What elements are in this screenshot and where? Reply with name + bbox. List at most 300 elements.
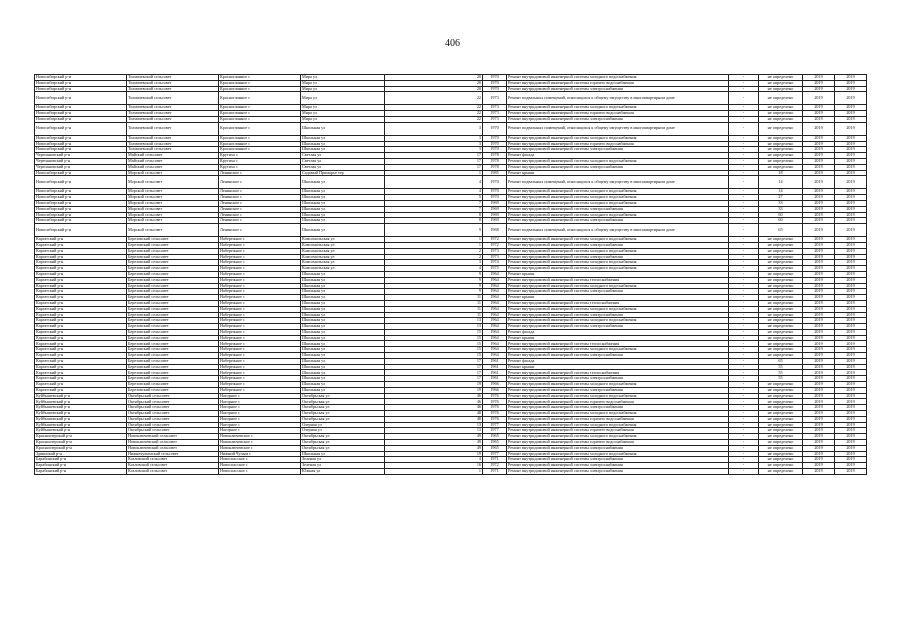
cell-deadline: 65: [759, 224, 803, 237]
cell-settlement-council: Толмачевский сельсовет: [127, 135, 219, 141]
cell-locality: Набережное с: [219, 295, 301, 301]
cell-year: 1975: [483, 266, 507, 272]
cell-locality: Набережное с: [219, 353, 301, 359]
cell-deadline: не определено: [759, 147, 803, 153]
cell-house: 46: [385, 399, 483, 405]
cell-house: 4: [385, 176, 483, 189]
cell-year: 1961: [483, 364, 507, 370]
cell-street: Школьная ул: [301, 176, 385, 189]
cell-work-type: Ремонт внутридомовой инженерной системы холодного водоснабжения: [507, 451, 729, 457]
cell-district: Новосибирский р-н: [35, 206, 127, 212]
cell-year: 1964: [483, 283, 507, 289]
cell-settlement-council: Новоключевский сельсовет: [127, 440, 219, 446]
cell-house: 22: [385, 105, 483, 111]
cell-work-type: Ремонт внутридомовой инженерной системы горячего водоснабжения: [507, 141, 729, 147]
cell-deadline: не определено: [759, 116, 803, 122]
cell-house: 7: [385, 200, 483, 206]
cell-settlement-council: Березовский сельсовет: [127, 289, 219, 295]
cell-end-year: 2019: [835, 237, 867, 243]
cell-settlement-council: Морской сельсовет: [127, 206, 219, 212]
cell-locality: Набережное с: [219, 341, 301, 347]
cell-year: 1977: [483, 451, 507, 457]
cell-house: 3: [385, 135, 483, 141]
cell-deadline: не определено: [759, 248, 803, 254]
cell-start-year: 2019: [803, 158, 835, 164]
cell-deadline: не определено: [759, 260, 803, 266]
cell-cost: -: [729, 135, 759, 141]
cell-start-year: 2019: [803, 116, 835, 122]
cell-year: 1973: [483, 105, 507, 111]
cell-year: 1970: [483, 135, 507, 141]
cell-street: Октябрьская ул: [301, 393, 385, 399]
cell-settlement-council: Новоключевский сельсовет: [127, 434, 219, 440]
cell-start-year: 2019: [803, 135, 835, 141]
cell-street: Школьная ул: [301, 206, 385, 212]
cell-end-year: 2019: [835, 324, 867, 330]
cell-year: 1964: [483, 277, 507, 283]
cell-street: Школьная ул: [301, 147, 385, 153]
cell-house: 49: [385, 440, 483, 446]
cell-locality: Набережное с: [219, 370, 301, 376]
cell-deadline: не определено: [759, 289, 803, 295]
cell-settlement-council: Березовский сельсовет: [127, 387, 219, 393]
cell-house: 15: [385, 329, 483, 335]
cell-start-year: 2019: [803, 212, 835, 218]
cell-start-year: 2019: [803, 428, 835, 434]
cell-street: Школьная ул: [301, 347, 385, 353]
cell-start-year: 2019: [803, 300, 835, 306]
cell-street: Мира ул: [301, 86, 385, 92]
cell-work-type: Ремонт внутридомовой инженерной системы холодного водоснабжения: [507, 393, 729, 399]
cell-deadline: не определено: [759, 329, 803, 335]
cell-deadline: 60: [759, 212, 803, 218]
cell-work-type: Ремонт внутридомовой инженерной системы электроснабжения: [507, 206, 729, 212]
cell-locality: Новоспасское с: [219, 457, 301, 463]
cell-work-type: Ремонт внутридомовой инженерной системы электроснабжения: [507, 242, 729, 248]
cell-end-year: 2019: [835, 370, 867, 376]
cell-settlement-council: Козловский сельсовет: [127, 457, 219, 463]
cell-end-year: 2019: [835, 451, 867, 457]
cell-house: 48: [385, 416, 483, 422]
cell-locality: Красноглинное с: [219, 135, 301, 141]
cell-year: 1964: [483, 341, 507, 347]
cell-district: Каргатский р-н: [35, 283, 127, 289]
cell-year: 1978: [483, 153, 507, 159]
cell-end-year: 2019: [835, 189, 867, 195]
cell-year: 1970: [483, 86, 507, 92]
cell-house: 17: [385, 376, 483, 382]
cell-street: Школьная ул: [301, 318, 385, 324]
cell-end-year: 2019: [835, 335, 867, 341]
cell-house: 8: [385, 212, 483, 218]
cell-year: 1985: [483, 170, 507, 176]
cell-work-type: Ремонт внутридомовой инженерной системы холодного водоснабжения: [507, 411, 729, 417]
cell-year: 1970: [483, 122, 507, 135]
cell-district: Каргатский р-н: [35, 266, 127, 272]
cell-house: 9: [385, 277, 483, 283]
cell-start-year: 2019: [803, 399, 835, 405]
cell-deadline: не определено: [759, 451, 803, 457]
cell-settlement-council: Толмачевский сельсовет: [127, 92, 219, 105]
cell-house: 1: [385, 170, 483, 176]
cell-cost: -: [729, 399, 759, 405]
cell-end-year: 2019: [835, 382, 867, 388]
cell-settlement-council: Морской сельсовет: [127, 176, 219, 189]
cell-end-year: 2019: [835, 364, 867, 370]
cell-cost: -: [729, 463, 759, 469]
cell-house: 20: [385, 75, 483, 81]
cell-start-year: 2019: [803, 411, 835, 417]
cell-end-year: 2019: [835, 445, 867, 451]
cell-deadline: не определено: [759, 335, 803, 341]
cell-year: 1961: [483, 376, 507, 382]
cell-end-year: 2019: [835, 434, 867, 440]
cell-locality: Красноглинное с: [219, 141, 301, 147]
cell-street: Школьная ул: [301, 122, 385, 135]
cell-end-year: 2019: [835, 111, 867, 117]
cell-settlement-council: Березовский сельсовет: [127, 295, 219, 301]
cell-cost: -: [729, 141, 759, 147]
cell-start-year: 2019: [803, 347, 835, 353]
cell-house: 49: [385, 445, 483, 451]
cell-district: Новосибирский р-н: [35, 75, 127, 81]
cell-district: Каргатский р-н: [35, 277, 127, 283]
cell-deadline: не определено: [759, 382, 803, 388]
cell-cost: -: [729, 376, 759, 382]
cell-deadline: 14: [759, 176, 803, 189]
cell-cost: -: [729, 445, 759, 451]
cell-cost: -: [729, 218, 759, 224]
cell-start-year: 2019: [803, 176, 835, 189]
cell-cost: -: [729, 242, 759, 248]
cell-street: Комсомольская ул: [301, 242, 385, 248]
cell-end-year: 2019: [835, 195, 867, 201]
cell-house: 11: [385, 300, 483, 306]
cell-locality: Ленинское с: [219, 218, 301, 224]
cell-settlement-council: Березовский сельсовет: [127, 260, 219, 266]
cell-end-year: 2019: [835, 289, 867, 295]
cell-locality: Нижний Чулым с: [219, 451, 301, 457]
cell-street: Октябрьская ул: [301, 445, 385, 451]
cell-settlement-council: Толмачевский сельсовет: [127, 122, 219, 135]
cell-year: 1972: [483, 242, 507, 248]
cell-deadline: не определено: [759, 75, 803, 81]
cell-district: Новосибирский р-н: [35, 135, 127, 141]
cell-street: Школьная ул: [301, 224, 385, 237]
cell-year: 1977: [483, 428, 507, 434]
cell-locality: Набережное с: [219, 347, 301, 353]
cell-district: Каргатский р-н: [35, 324, 127, 330]
cell-settlement-council: Березовский сельсовет: [127, 300, 219, 306]
cell-street: Мира ул: [301, 75, 385, 81]
cell-deadline: 60: [759, 218, 803, 224]
cell-cost: -: [729, 200, 759, 206]
cell-end-year: 2019: [835, 306, 867, 312]
cell-work-type: Ремонт внутридомовой инженерной системы электроснабжения: [507, 353, 729, 359]
cell-year: 1964: [483, 329, 507, 335]
cell-district: Барабинский р-н: [35, 457, 127, 463]
cell-district: Новосибирский р-н: [35, 189, 127, 195]
cell-settlement-council: Октябрьский сельсовет: [127, 422, 219, 428]
cell-street: Светлая ул: [301, 158, 385, 164]
cell-locality: Набережное с: [219, 364, 301, 370]
cell-end-year: 2019: [835, 266, 867, 272]
cell-start-year: 2019: [803, 353, 835, 359]
cell-start-year: 2019: [803, 189, 835, 195]
cell-settlement-council: Березовский сельсовет: [127, 341, 219, 347]
table-body: [35, 75, 867, 475]
cell-district: Каргатский р-н: [35, 335, 127, 341]
cell-district: Барабинский р-н: [35, 469, 127, 475]
cell-deadline: не определено: [759, 463, 803, 469]
cell-start-year: 2019: [803, 153, 835, 159]
cell-end-year: 2019: [835, 254, 867, 260]
cell-district: Каргатский р-н: [35, 370, 127, 376]
cell-house: 3: [385, 141, 483, 147]
cell-deadline: не определено: [759, 271, 803, 277]
cell-cost: -: [729, 469, 759, 475]
cell-start-year: 2019: [803, 358, 835, 364]
cell-end-year: 2019: [835, 242, 867, 248]
cell-start-year: 2019: [803, 387, 835, 393]
cell-locality: Набережное с: [219, 266, 301, 272]
cell-work-type: Ремонт внутридомовой инженерной системы электроснабжения: [507, 457, 729, 463]
cell-start-year: 2019: [803, 370, 835, 376]
cell-deadline: не определено: [759, 393, 803, 399]
cell-work-type: Ремонт внутридомовой инженерной системы горячего водоснабжения: [507, 440, 729, 446]
cell-start-year: 2019: [803, 445, 835, 451]
cell-year: 1961: [483, 358, 507, 364]
cell-locality: Набережное с: [219, 254, 301, 260]
cell-year: 1970: [483, 141, 507, 147]
cell-year: 1973: [483, 92, 507, 105]
cell-cost: -: [729, 111, 759, 117]
cell-year: 1970: [483, 176, 507, 189]
cell-cost: -: [729, 347, 759, 353]
cell-cost: -: [729, 158, 759, 164]
cell-start-year: 2019: [803, 86, 835, 92]
cell-settlement-council: Толмачевский сельсовет: [127, 116, 219, 122]
cell-work-type: Ремонт внутридомовой инженерной системы электроснабжения: [507, 254, 729, 260]
cell-end-year: 2019: [835, 440, 867, 446]
cell-district: Новосибирский р-н: [35, 212, 127, 218]
table-row: [35, 469, 867, 475]
cell-cost: -: [729, 353, 759, 359]
cell-house: 11: [385, 306, 483, 312]
cell-district: Новосибирский р-н: [35, 176, 127, 189]
cell-district: Новосибирский р-н: [35, 141, 127, 147]
cell-locality: Новоключевское с: [219, 434, 301, 440]
cell-year: 1964: [483, 271, 507, 277]
cell-start-year: 2019: [803, 195, 835, 201]
cell-work-type: Ремонт внутридомовой инженерной системы холодного водоснабжения: [507, 382, 729, 388]
cell-year: 1970: [483, 147, 507, 153]
cell-locality: Набережное с: [219, 318, 301, 324]
cell-year: 1976: [483, 399, 507, 405]
cell-cost: -: [729, 335, 759, 341]
cell-street: Школьная ул: [301, 306, 385, 312]
cell-settlement-council: Толмачевский сельсовет: [127, 75, 219, 81]
cell-end-year: 2019: [835, 212, 867, 218]
cell-cost: -: [729, 393, 759, 399]
cell-end-year: 2019: [835, 422, 867, 428]
cell-end-year: 2019: [835, 376, 867, 382]
cell-settlement-council: Березовский сельсовет: [127, 242, 219, 248]
cell-street: Комсомольская ул: [301, 248, 385, 254]
cell-locality: Новоключевское с: [219, 440, 301, 446]
cell-cost: -: [729, 75, 759, 81]
cell-work-type: Ремонт подвальных помещений, относящихся к общему имуществу в многоквартирном доме: [507, 92, 729, 105]
cell-start-year: 2019: [803, 237, 835, 243]
cell-end-year: 2019: [835, 353, 867, 359]
cell-year: 1970: [483, 75, 507, 81]
cell-locality: Крутиха с: [219, 158, 301, 164]
cell-street: Школьная ул: [301, 335, 385, 341]
cell-house: 4: [385, 457, 483, 463]
cell-locality: Набережное с: [219, 271, 301, 277]
cell-house: 2: [385, 248, 483, 254]
cell-locality: Красноглинное с: [219, 111, 301, 117]
cell-district: Красноозерский р-н: [35, 445, 127, 451]
cell-house: 9: [385, 224, 483, 237]
cell-settlement-council: Октябрьский сельсовет: [127, 405, 219, 411]
cell-cost: -: [729, 300, 759, 306]
cell-settlement-council: Новоключевский сельсовет: [127, 445, 219, 451]
cell-locality: Набережное с: [219, 237, 301, 243]
cell-cost: -: [729, 312, 759, 318]
cell-deadline: 55: [759, 370, 803, 376]
cell-work-type: Ремонт внутридомовой инженерной системы холодного водоснабжения: [507, 283, 729, 289]
cell-street: Школьная ул: [301, 295, 385, 301]
cell-end-year: 2019: [835, 387, 867, 393]
cell-street: Октябрьская ул: [301, 434, 385, 440]
cell-house: 5: [385, 195, 483, 201]
cell-cost: -: [729, 428, 759, 434]
cell-street: Октябрьская ул: [301, 416, 385, 422]
cell-cost: -: [729, 105, 759, 111]
cell-settlement-council: Морской сельсовет: [127, 200, 219, 206]
cell-start-year: 2019: [803, 224, 835, 237]
cell-work-type: Ремонт внутридомовой инженерной системы холодного водоснабжения: [507, 306, 729, 312]
cell-house: 9: [385, 271, 483, 277]
cell-house: 49: [385, 434, 483, 440]
cell-house: 1: [385, 242, 483, 248]
cell-house: 9: [385, 283, 483, 289]
cell-settlement-council: Козловский сельсовет: [127, 469, 219, 475]
cell-deadline: 55: [759, 376, 803, 382]
cell-settlement-council: Майский сельсовет: [127, 164, 219, 170]
cell-house: 17: [385, 370, 483, 376]
cell-street: Озерная ул: [301, 428, 385, 434]
cell-house: 3: [385, 147, 483, 153]
cell-deadline: не определено: [759, 318, 803, 324]
cell-house: 20: [385, 86, 483, 92]
cell-end-year: 2019: [835, 105, 867, 111]
cell-house: 17: [385, 153, 483, 159]
cell-start-year: 2019: [803, 393, 835, 399]
cell-district: Каргатский р-н: [35, 289, 127, 295]
cell-year: 1978: [483, 164, 507, 170]
cell-year: 1970: [483, 80, 507, 86]
cell-street: Школьная ул: [301, 271, 385, 277]
cell-end-year: 2019: [835, 224, 867, 237]
cell-year: 1966: [483, 387, 507, 393]
cell-year: 1964: [483, 289, 507, 295]
cell-district: Каргатский р-н: [35, 237, 127, 243]
cell-deadline: не определено: [759, 387, 803, 393]
cell-start-year: 2019: [803, 451, 835, 457]
cell-start-year: 2019: [803, 218, 835, 224]
cell-street: Школьная ул: [301, 195, 385, 201]
cell-district: Новосибирский р-н: [35, 105, 127, 111]
cell-work-type: Ремонт внутридомовой инженерной системы электроснабжения: [507, 324, 729, 330]
cell-work-type: Ремонт фасада: [507, 358, 729, 364]
cell-district: Новосибирский р-н: [35, 224, 127, 237]
cell-year: 1973: [483, 248, 507, 254]
cell-house: 11: [385, 312, 483, 318]
cell-settlement-council: Березовский сельсовет: [127, 347, 219, 353]
cell-start-year: 2019: [803, 164, 835, 170]
cell-street: Школьная ул: [301, 218, 385, 224]
cell-deadline: не определено: [759, 266, 803, 272]
cell-district: Куйбышевский р-н: [35, 428, 127, 434]
cell-house: 13: [385, 428, 483, 434]
cell-locality: Набережное с: [219, 289, 301, 295]
cell-year: 1978: [483, 158, 507, 164]
cell-street: Школьная ул: [301, 451, 385, 457]
cell-district: Красноозерский р-н: [35, 440, 127, 446]
cell-cost: -: [729, 260, 759, 266]
cell-deadline: не определено: [759, 312, 803, 318]
cell-end-year: 2019: [835, 399, 867, 405]
cell-street: Южная ул: [301, 469, 385, 475]
cell-cost: -: [729, 358, 759, 364]
cell-district: Новосибирский р-н: [35, 86, 127, 92]
cell-locality: Ленинское с: [219, 224, 301, 237]
cell-work-type: Ремонт фасада: [507, 153, 729, 159]
cell-cost: -: [729, 80, 759, 86]
cell-settlement-council: Березовский сельсовет: [127, 318, 219, 324]
cell-house: 15: [385, 353, 483, 359]
cell-house: 16: [385, 463, 483, 469]
cell-end-year: 2019: [835, 158, 867, 164]
cell-locality: Новоспасское с: [219, 463, 301, 469]
cell-district: Новосибирский р-н: [35, 122, 127, 135]
cell-cost: -: [729, 329, 759, 335]
cell-work-type: Ремонт внутридомовой инженерной системы электроснабжения: [507, 164, 729, 170]
cell-district: Каргатский р-н: [35, 271, 127, 277]
cell-district: Барабинский р-н: [35, 463, 127, 469]
cell-start-year: 2019: [803, 295, 835, 301]
cell-cost: -: [729, 295, 759, 301]
cell-settlement-council: Октябрьский сельсовет: [127, 393, 219, 399]
cell-locality: Нагорное с: [219, 405, 301, 411]
cell-deadline: не определено: [759, 457, 803, 463]
cell-deadline: 55: [759, 364, 803, 370]
cell-work-type: Ремонт внутридомовой инженерной системы теплоснабжения: [507, 370, 729, 376]
cell-work-type: Ремонт внутридомовой инженерной системы электроснабжения: [507, 405, 729, 411]
cell-work-type: Ремонт внутридомовой инженерной системы горячего водоснабжения: [507, 111, 729, 117]
cell-deadline: не определено: [759, 105, 803, 111]
cell-locality: Набережное с: [219, 248, 301, 254]
cell-locality: Крутиха с: [219, 153, 301, 159]
cell-street: Школьная ул: [301, 277, 385, 283]
cell-cost: -: [729, 434, 759, 440]
cell-start-year: 2019: [803, 434, 835, 440]
cell-deadline: не определено: [759, 300, 803, 306]
cell-cost: -: [729, 195, 759, 201]
cell-cost: -: [729, 248, 759, 254]
